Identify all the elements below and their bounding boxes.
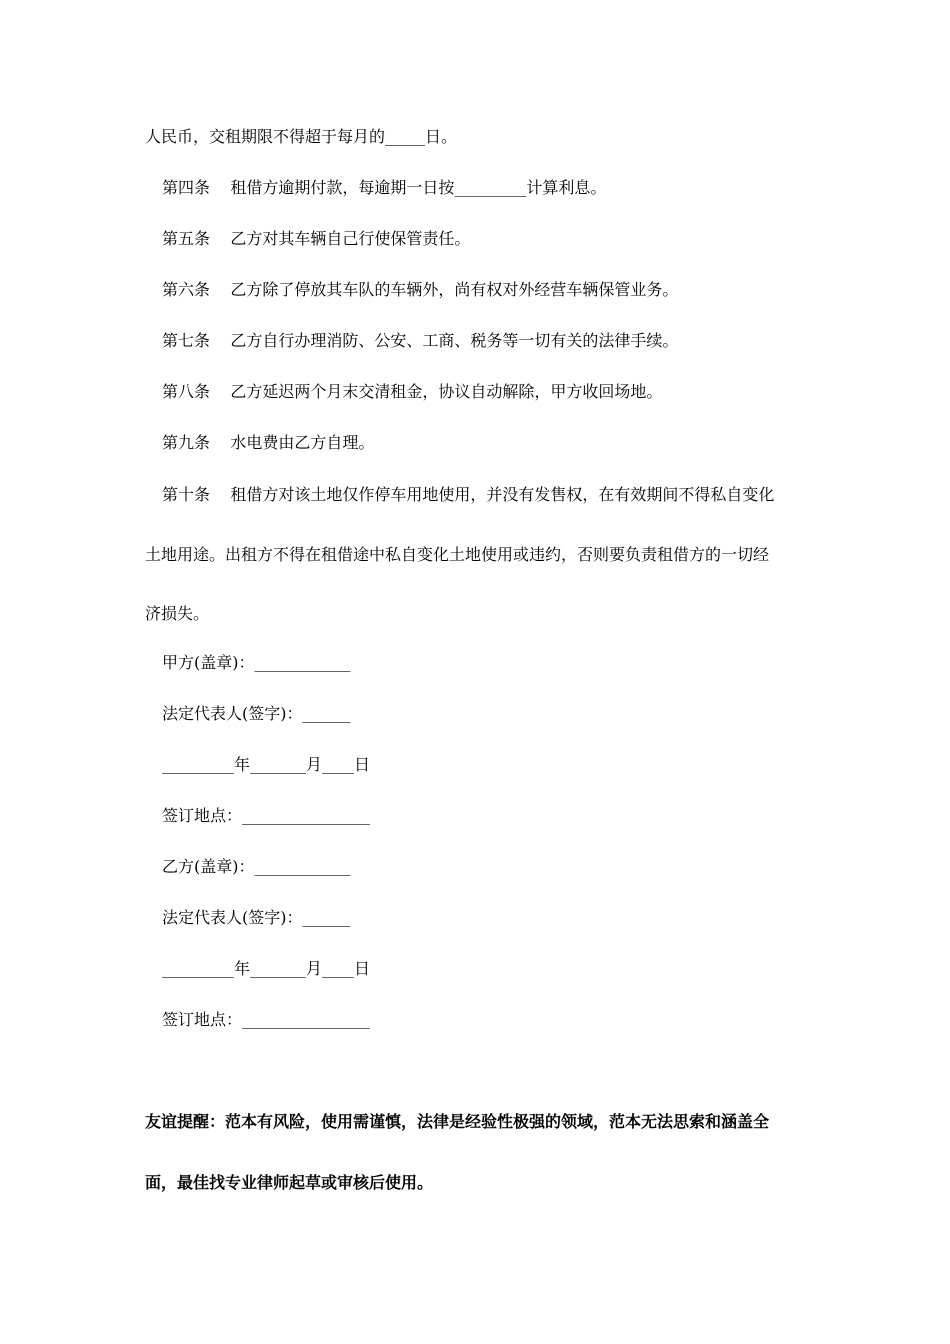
party-a-date: _________年_______月____日 [162, 755, 371, 774]
party-a-place: 签订地点：________________ [162, 806, 371, 825]
reminder-line-2: 面，最佳找专业律师起草或审核后使用。 [145, 1173, 434, 1192]
party-b-date: _________年_______月____日 [162, 959, 371, 978]
text-line: 人民币，交租期限不得超于每月的_____日。 [145, 127, 458, 146]
clause-10-end: 济损失。 [145, 604, 210, 623]
party-b-rep: 法定代表人(签字)：______ [162, 908, 351, 927]
clause-6: 第六条 乙方除了停放其车队的车辆外，尚有权对外经营车辆保管业务。 [162, 280, 679, 299]
reminder-line-1: 友谊提醒：范本有风险，使用需谨慎，法律是经验性极强的领域，范本无法思索和涵盖全 [145, 1112, 770, 1131]
clause-10: 第十条 租借方对该土地仅作停车用地使用，并没有发售权，在有效期间不得私自变化 [162, 485, 775, 504]
clause-10-cont: 土地用途。出租方不得在租借途中私自变化土地使用或违约，否则要负责租借方的一切经 [145, 545, 770, 564]
party-b-seal: 乙方(盖章)：____________ [162, 857, 351, 876]
clause-4: 第四条 租借方逾期付款，每逾期一日按_________计算利息。 [162, 178, 607, 197]
party-a-seal: 甲方(盖章)：____________ [162, 653, 351, 672]
clause-7: 第七条 乙方自行办理消防、公安、工商、税务等一切有关的法律手续。 [162, 331, 679, 350]
clause-8: 第八条 乙方延迟两个月末交清租金，协议自动解除，甲方收回场地。 [162, 382, 663, 401]
clause-9: 第九条 水电费由乙方自理。 [162, 433, 375, 452]
clause-5: 第五条 乙方对其车辆自己行使保管责任。 [162, 229, 471, 248]
party-a-rep: 法定代表人(签字)：______ [162, 704, 351, 723]
party-b-place: 签订地点：________________ [162, 1010, 371, 1029]
